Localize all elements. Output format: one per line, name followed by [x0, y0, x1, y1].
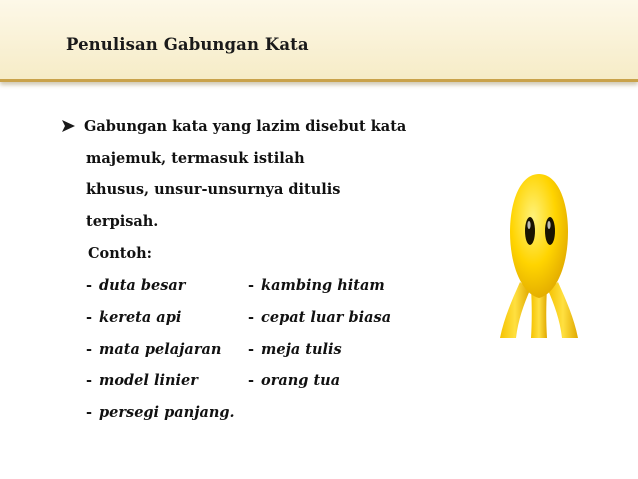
- example-right-1: - kambing hitam: [248, 277, 385, 294]
- arrow-bullet-icon: [62, 120, 75, 132]
- example-left-1: - duta besar: [86, 277, 186, 294]
- example-right-3: - meja tulis: [248, 341, 342, 358]
- slide-title: Penulisan Gabungan Kata: [66, 35, 309, 54]
- bullet-text-line-4: terpisah.: [86, 213, 159, 230]
- example-label: Contoh:: [88, 245, 153, 262]
- bullet-first-line: [62, 118, 406, 135]
- example-right-4: - orang tua: [248, 372, 341, 389]
- example-right-2: - cepat luar biasa: [248, 309, 392, 326]
- example-left-5: - persegi panjang.: [86, 404, 235, 421]
- example-left-3: - mata pelajaran: [86, 341, 222, 358]
- bullet-text-line-2: majemuk, termasuk istilah: [86, 150, 305, 167]
- yellow-mascot-figure-icon: [498, 170, 580, 342]
- example-left-2: - kereta api: [86, 309, 182, 326]
- bullet-text-line-3: khusus, unsur-unsurnya ditulis: [86, 181, 341, 198]
- slide-header: [0, 0, 638, 82]
- bullet-text-line-1: Gabungan kata yang lazim disebut kata: [84, 118, 407, 135]
- example-left-4: - model linier: [86, 372, 198, 389]
